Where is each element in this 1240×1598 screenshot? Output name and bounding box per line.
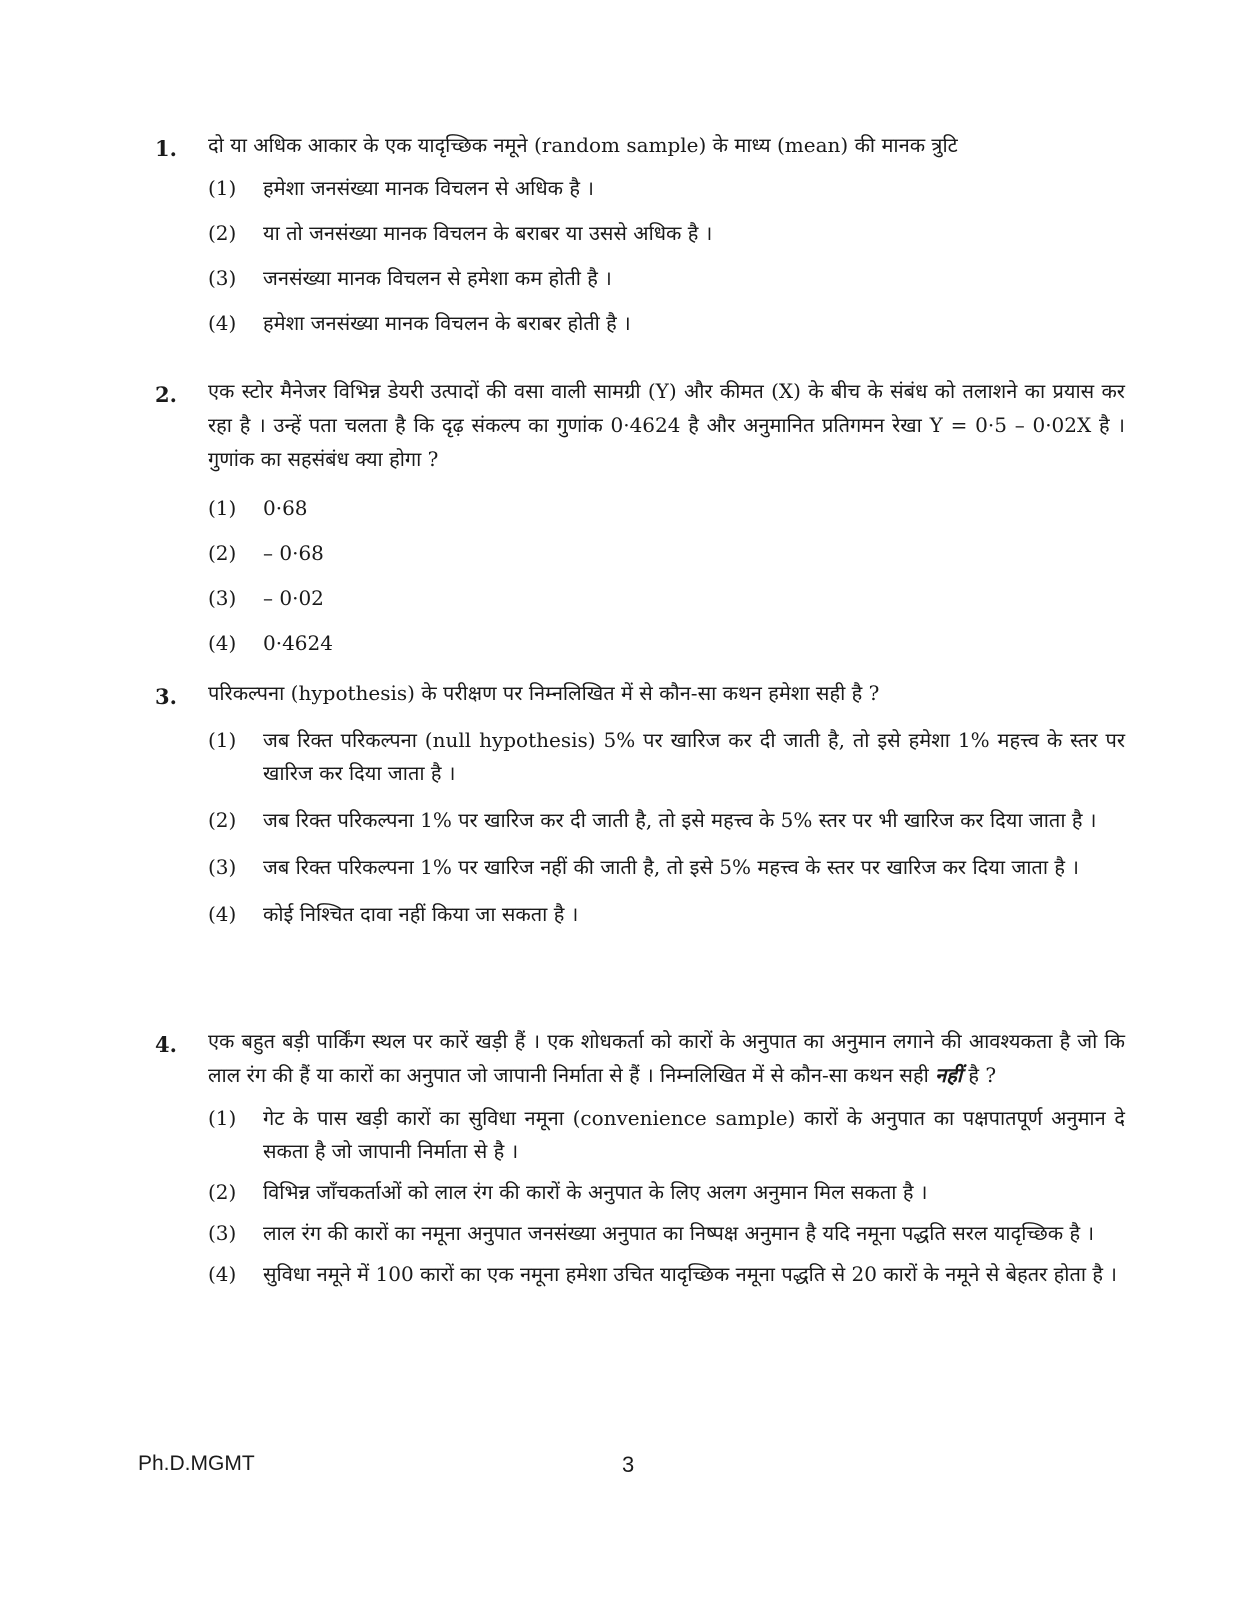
paper-code: Ph.D.MGMT bbox=[138, 1452, 255, 1475]
option bbox=[208, 262, 1125, 295]
question-text bbox=[208, 1024, 1125, 1092]
option-number: (2) bbox=[208, 221, 237, 245]
option bbox=[208, 172, 1125, 205]
option bbox=[208, 582, 1125, 615]
option bbox=[208, 804, 1125, 837]
option bbox=[208, 898, 1125, 931]
option bbox=[208, 724, 1125, 790]
options-list bbox=[155, 724, 1125, 931]
option-text: – 0·02 bbox=[263, 586, 324, 610]
option bbox=[208, 1176, 1125, 1209]
option bbox=[208, 1258, 1125, 1291]
question-text-part: है ? bbox=[968, 1063, 997, 1087]
option-number: (4) bbox=[208, 311, 237, 335]
options-list bbox=[155, 172, 1125, 340]
question-1 bbox=[155, 128, 1125, 340]
option-number: (1) bbox=[208, 496, 237, 520]
option-number: (4) bbox=[208, 631, 237, 655]
option-text: 0·4624 bbox=[263, 631, 333, 655]
question-number: 4. bbox=[155, 1032, 177, 1057]
option-number: (1) bbox=[208, 176, 237, 200]
option-number: (4) bbox=[208, 902, 237, 926]
option-text: हमेशा जनसंख्या मानक विचलन से अधिक है । bbox=[263, 176, 594, 200]
option-number: (3) bbox=[208, 266, 237, 290]
option-number: (2) bbox=[208, 1180, 237, 1204]
question-2 bbox=[155, 374, 1125, 660]
option bbox=[208, 217, 1125, 250]
question-text: परिकल्पना (hypothesis) के परीक्षण पर निम्नलिखित में से कौन-सा कथन हमेशा सही है ? bbox=[208, 681, 880, 705]
option-text: जनसंख्या मानक विचलन से हमेशा कम होती है । bbox=[263, 266, 612, 290]
question-text-part: एक बहुत बड़ी पार्किंग स्थल पर कारें खड़ी हैं । एक शोधकर्ता को कारों के अनुपात का अनुमान लगाने की आवश्यकता है जो कि लाल रंग की हैं या कारों का अनुपात जो जापानी निर्माता से हैं । निम्नलिखित में से कौन-सा कथन सही bbox=[208, 1029, 1125, 1087]
option-text: कोई निश्चित दावा नहीं किया जा सकता है । bbox=[263, 902, 579, 926]
question-text-emphasis: नहीं bbox=[935, 1063, 963, 1087]
option bbox=[208, 851, 1125, 884]
question-text: दो या अधिक आकार के एक यादृच्छिक नमूने (random sample) के माध्य (mean) की मानक त्रुटि bbox=[208, 133, 958, 157]
option-number: (2) bbox=[208, 808, 237, 832]
question-number: 3. bbox=[155, 684, 177, 709]
option-text: हमेशा जनसंख्या मानक विचलन के बराबर होती है । bbox=[263, 311, 631, 335]
option-text: विभिन्न जाँचकर्ताओं को लाल रंग की कारों के अनुपात के लिए अलग अनुमान मिल सकता है । bbox=[263, 1180, 928, 1204]
page-number: 3 bbox=[622, 1452, 635, 1477]
option-number: (1) bbox=[208, 728, 237, 752]
option-text: जब रिक्त परिकल्पना 1% पर खारिज नहीं की जाती है, तो इसे 5% महत्त्व के स्तर पर खारिज कर दिया जाता है । bbox=[263, 855, 1079, 879]
option-text: सुविधा नमूने में 100 कारों का एक नमूना हमेशा उचित यादृच्छिक नमूना पद्धति से 20 कारों के नमूने से बेहतर होता है । bbox=[263, 1262, 1117, 1286]
option-text: या तो जनसंख्या मानक विचलन के बराबर या उससे अधिक है । bbox=[263, 221, 713, 245]
question-4 bbox=[155, 1024, 1125, 1291]
options-list bbox=[155, 1102, 1125, 1291]
option-text: जब रिक्त परिकल्पना 1% पर खारिज कर दी जाती है, तो इसे महत्त्व के 5% स्तर पर भी खारिज कर दिया जाता है । bbox=[263, 808, 1097, 832]
option bbox=[208, 1217, 1125, 1250]
option-number: (2) bbox=[208, 541, 237, 565]
option bbox=[208, 1102, 1125, 1168]
option bbox=[208, 492, 1125, 525]
question-number: 1. bbox=[155, 136, 177, 161]
option-number: (3) bbox=[208, 855, 237, 879]
option bbox=[208, 307, 1125, 340]
option-text: – 0·68 bbox=[263, 541, 324, 565]
option-number: (3) bbox=[208, 1221, 237, 1245]
question-number: 2. bbox=[155, 382, 177, 407]
question-text: एक स्टोर मैनेजर विभिन्न डेयरी उत्पादों की वसा वाली सामग्री (Y) और कीमत (X) के बीच के संबंध को तलाशने का प्रयास कर रहा है । उन्हें पता चलता है कि दृढ़ संकल्प का गुणांक 0·4624 है और अनुमानित प्रतिगमन रेखा Y = 0·5 – 0·02X है । गुणांक का सहसंबंध क्या होगा ? bbox=[208, 379, 1125, 471]
option-text: जब रिक्त परिकल्पना (null hypothesis) 5% पर खारिज कर दी जाती है, तो इसे हमेशा 1% महत्त्व के स्तर पर खारिज कर दिया जाता है । bbox=[263, 728, 1125, 785]
option bbox=[208, 627, 1125, 660]
question-3 bbox=[155, 676, 1125, 931]
option-text: गेट के पास खड़ी कारों का सुविधा नमूना (convenience sample) कारों के अनुपात का पक्षपातपूर्ण अनुमान दे सकता है जो जापानी निर्माता से है । bbox=[263, 1106, 1125, 1163]
option-text: 0·68 bbox=[263, 496, 308, 520]
option bbox=[208, 537, 1125, 570]
option-number: (4) bbox=[208, 1262, 237, 1286]
option-text: लाल रंग की कारों का नमूना अनुपात जनसंख्या अनुपात का निष्पक्ष अनुमान है यदि नमूना पद्धति सरल यादृच्छिक है । bbox=[263, 1221, 1095, 1245]
option-number: (1) bbox=[208, 1106, 237, 1130]
option-number: (3) bbox=[208, 586, 237, 610]
options-list bbox=[155, 492, 1125, 660]
